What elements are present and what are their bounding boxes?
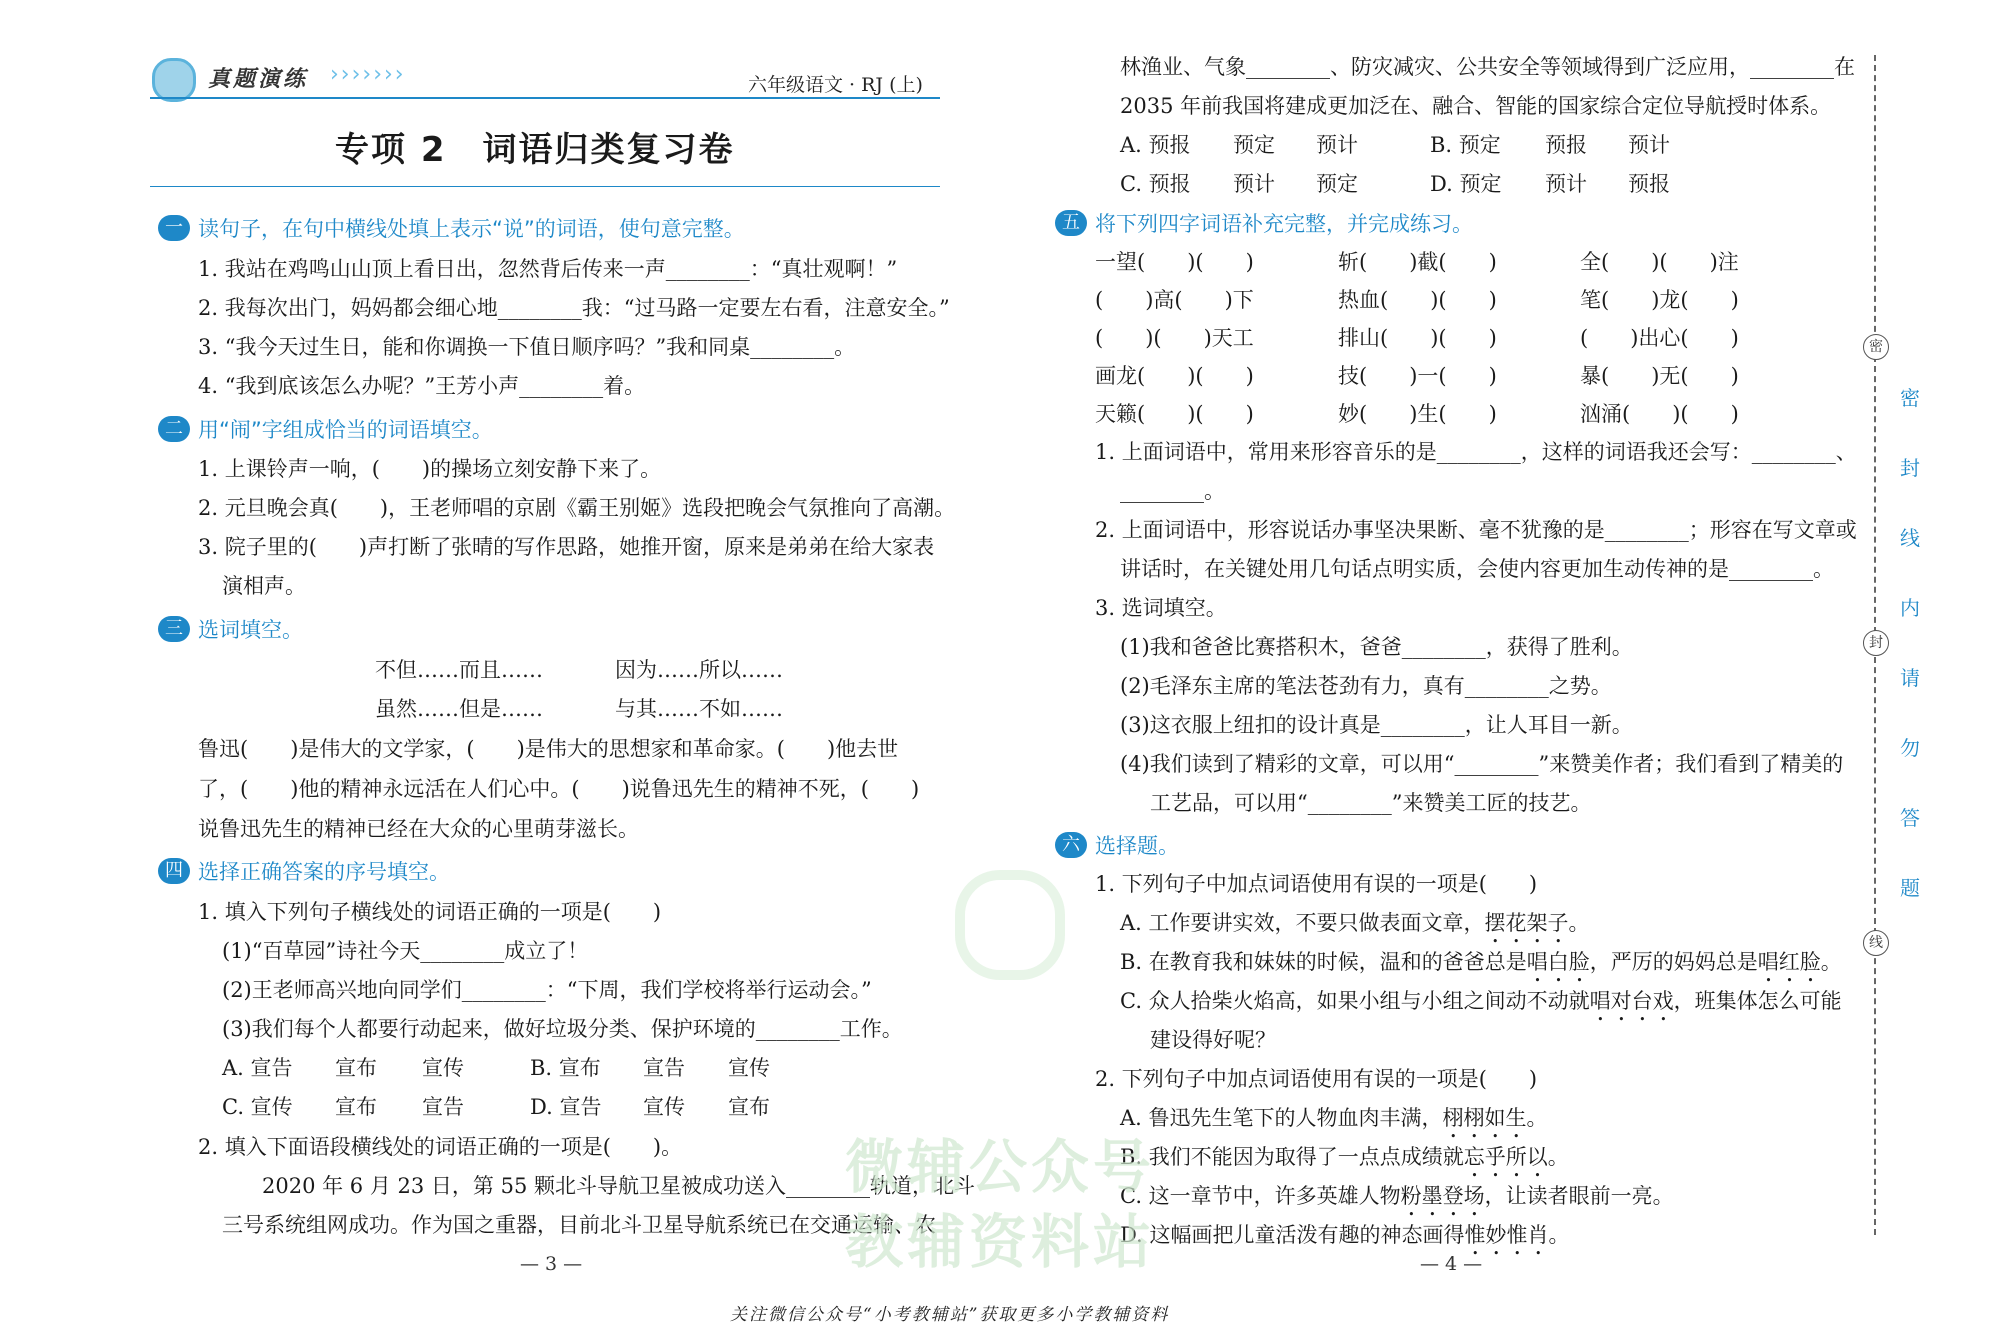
section-6-heading [1055, 830, 1179, 860]
s6-q1: 1. 下列句子中加点词语使用有误的一项是( ) [1095, 872, 1538, 896]
s4-line-7: 三号系统组网成功。作为国之重器，目前北斗卫星导航系统已在交通运输、农 [222, 1213, 936, 1237]
section-1-number: 一 [158, 215, 190, 241]
dotted-term: 摆花架子 [1484, 911, 1569, 935]
s4-line-4: (3)我们每个人都要行动起来，做好垃圾分类、保护环境的________工作。 [222, 1017, 903, 1041]
section-2-number: 二 [158, 416, 190, 442]
r-choice-a: A. 预报 [1120, 133, 1191, 157]
r-top-line-1: 林渔业、气象________、防灾减灾、公共安全等领域得到广泛应用，________在 [1120, 55, 1855, 79]
s5-line-2: ________。 [1120, 479, 1225, 503]
seal-text-8: 题 [1900, 876, 1920, 900]
s4-choice-d: D. 宣告 [530, 1095, 602, 1119]
s5-grid-2-2: 热血( )( ) [1338, 288, 1497, 312]
s3-option-4: 与其……不如…… [615, 697, 783, 721]
s5-line-4: 讲话时，在关键处用几句话点明实质，会使内容更加生动传神的是________。 [1120, 557, 1834, 581]
s5-line-6: (1)我和爸爸比赛搭积木，爸爸________，获得了胜利。 [1120, 635, 1633, 659]
s5-grid-5-1: 天籁( )( ) [1095, 402, 1254, 426]
s3-option-3: 虽然……但是…… [375, 697, 543, 721]
s2-line-4: 演相声。 [222, 574, 306, 598]
s5-line-7: (2)毛泽东主席的笔法苍劲有力，真有________之势。 [1120, 674, 1612, 698]
section-5-title: 将下列四字词语补充完整，并完成练习。 [1095, 212, 1473, 236]
s5-line-3: 2. 上面词语中，形容说话办事坚决果断、毫不犹豫的是________；形容在写文章或 [1095, 518, 1857, 542]
section-5-heading [1055, 208, 1473, 238]
r-choice-d: D. 预定 [1430, 172, 1502, 196]
s1-line-3: 3. “我今天过生日，能和你调换一下值日顺序吗？”我和同桌________。 [198, 335, 856, 359]
section-3-title: 选词填空。 [198, 618, 303, 642]
s4-choice-a: A. 宣告 [222, 1056, 293, 1080]
page-number-left: — 3 — [520, 1253, 583, 1275]
s4-choice-a2: 宣布 [335, 1056, 377, 1080]
s3-line-1: 鲁迅( )是伟大的文学家，( )是伟大的思想家和革命家。( )他去世 [198, 737, 899, 761]
header-rule [150, 97, 940, 99]
s5-line-8: (3)这衣服上纽扣的设计真是________，让人耳目一新。 [1120, 713, 1633, 737]
section-4-title: 选择正确答案的序号填空。 [198, 860, 450, 884]
s6-q2-b: B. 我们不能因为取得了一点点成绩就忘乎所以。 [1120, 1145, 1569, 1169]
section-3-heading [158, 614, 303, 644]
s4-line-1: 1. 填入下列句子横线处的词语正确的一项是( ) [198, 900, 662, 924]
dotted-term: 栩栩如生 [1442, 1106, 1527, 1130]
s5-line-5: 3. 选词填空。 [1095, 596, 1227, 620]
section-2-heading [158, 414, 493, 444]
s4-choice-a3: 宣传 [422, 1056, 464, 1080]
dotted-term: 忘乎所以 [1463, 1145, 1548, 1169]
s5-grid-2-3: 笔( )龙( ) [1580, 288, 1739, 312]
s3-option-1: 不但……而且…… [375, 658, 543, 682]
header-badge: 真题演练 [208, 66, 309, 92]
seal-text-1: 密 [1900, 386, 1920, 410]
seal-circle-2: 封 [1863, 630, 1889, 656]
s5-grid-3-3: ( )出心( ) [1580, 326, 1739, 350]
s4-choice-b3: 宣传 [728, 1056, 770, 1080]
r-choice-c2: 预计 [1233, 172, 1275, 196]
seal-circle-3: 线 [1863, 930, 1889, 956]
s2-line-2: 2. 元旦晚会真( )，王老师唱的京剧《霸王别姬》选段把晚会气氛推向了高潮。 [198, 496, 956, 520]
s6-q1-c: C. 众人拾柴火焰高，如果小组与小组之间动不动就唱对台戏，班集体怎么可能 [1120, 989, 1842, 1013]
seal-text-4: 内 [1900, 596, 1920, 620]
s5-grid-1-2: 斩( )截( ) [1338, 250, 1497, 274]
s5-grid-3-1: ( )( )天工 [1095, 326, 1254, 350]
section-1-heading [158, 213, 745, 243]
s5-grid-4-3: 暴( )无( ) [1580, 364, 1739, 388]
s4-choice-b2: 宣告 [643, 1056, 685, 1080]
page-number-right: — 4 — [1420, 1253, 1483, 1275]
dotted-term: 惟妙惟肖 [1464, 1223, 1549, 1247]
s3-option-2: 因为……所以…… [615, 658, 783, 682]
s1-line-2: 2. 我每次出门，妈妈都会细心地________我：“过马路一定要左右看，注意安全。” [198, 296, 950, 320]
s6-q1-b: B. 在教育我和妹妹的时候，温和的爸爸总是唱白脸，严厉的妈妈总是唱红脸。 [1120, 950, 1842, 974]
s4-choice-c3: 宣告 [422, 1095, 464, 1119]
footer-note: 关注微信公众号“小考教辅站”获取更多小学教辅资料 [730, 1305, 1170, 1325]
s6-q2: 2. 下列句子中加点词语使用有误的一项是( ) [1095, 1067, 1538, 1091]
watermark-line-1: 微辅公众号 [845, 1133, 1156, 1201]
section-6-title: 选择题。 [1095, 834, 1179, 858]
s5-line-10: 工艺品，可以用“________”来赞美工匠的技艺。 [1150, 791, 1592, 815]
s2-line-1: 1. 上课铃声一响，( )的操场立刻安静下来了。 [198, 457, 662, 481]
section-5-number: 五 [1055, 210, 1087, 236]
s4-line-6: 2020 年 6 月 23 日，第 55 颗北斗导航卫星被成功送入________轨道，北斗 [262, 1174, 975, 1198]
seal-circle-1: 密 [1863, 334, 1889, 360]
header-grade: 六年级语文 · RJ (上) [748, 74, 923, 96]
s4-line-3: (2)王老师高兴地向同学们________：“下周，我们学校将举行运动会。” [222, 978, 872, 1002]
section-3-number: 三 [158, 616, 190, 642]
r-choice-a2: 预定 [1233, 133, 1275, 157]
s4-choice-d3: 宣布 [728, 1095, 770, 1119]
header-chevrons: ››››››› [330, 62, 406, 87]
s4-line-2: (1)“百草园”诗社今天________成立了！ [222, 939, 589, 963]
s6-q1-a: A. 工作要讲实效，不要只做表面文章，摆花架子。 [1120, 911, 1590, 935]
s5-grid-5-2: 妙( )生( ) [1338, 402, 1497, 426]
s5-line-1: 1. 上面词语中，常用来形容音乐的是________，这样的词语我还会写：________、 [1095, 440, 1857, 464]
section-4-number: 四 [158, 858, 190, 884]
s4-line-5: 2. 填入下面语段横线处的词语正确的一项是( )。 [198, 1135, 683, 1159]
dotted-term: 唱红脸 [1757, 950, 1821, 974]
watermark-logo-icon [955, 870, 1065, 980]
seal-text-3: 线 [1900, 526, 1920, 550]
r-top-line-2: 2035 年前我国将建成更加泛在、融合、智能的国家综合定位导航授时体系。 [1120, 94, 1832, 118]
title-rule [150, 186, 940, 187]
s5-grid-2-1: ( )高( )下 [1095, 288, 1254, 312]
watermark-line-2: 教辅资料站 [845, 1208, 1156, 1276]
r-choice-b2: 预报 [1545, 133, 1587, 157]
s5-grid-5-3: 汹涌( )( ) [1580, 402, 1739, 426]
s5-grid-1-1: 一望( )( ) [1095, 250, 1254, 274]
section-2-title: 用“闹”字组成恰当的词语填空。 [198, 418, 493, 442]
seal-text-2: 封 [1900, 456, 1920, 480]
section-4-heading [158, 856, 450, 886]
dotted-term: 唱对台戏 [1589, 989, 1674, 1013]
s5-grid-4-2: 技( )一( ) [1338, 364, 1497, 388]
seal-text-6: 勿 [1900, 736, 1920, 760]
s6-q1-c2: 建设得好呢？ [1150, 1028, 1276, 1052]
r-choice-d2: 预计 [1545, 172, 1587, 196]
header-logo [152, 58, 196, 102]
section-1-title: 读句子，在句中横线处填上表示“说”的词语，使句意完整。 [198, 217, 745, 241]
s6-q2-a: A. 鲁迅先生笔下的人物血肉丰满，栩栩如生。 [1120, 1106, 1548, 1130]
s4-choice-c: C. 宣传 [222, 1095, 293, 1119]
s4-choice-c2: 宣布 [335, 1095, 377, 1119]
s1-line-4: 4. “我到底该怎么办呢？”王芳小声________着。 [198, 374, 646, 398]
r-choice-c: C. 预报 [1120, 172, 1191, 196]
s6-q2-c: C. 这一章节中，许多英雄人物粉墨登场，让读者眼前一亮。 [1120, 1184, 1674, 1208]
s5-grid-4-1: 画龙( )( ) [1095, 364, 1254, 388]
s4-choice-d2: 宣传 [643, 1095, 685, 1119]
dotted-term: 粉墨登场 [1400, 1184, 1485, 1208]
s2-line-3: 3. 院子里的( )声打断了张晴的写作思路，她推开窗，原来是弟弟在给大家表 [198, 535, 935, 559]
r-choice-a3: 预计 [1316, 133, 1358, 157]
r-choice-b3: 预计 [1628, 133, 1670, 157]
section-6-number: 六 [1055, 832, 1087, 858]
page-title: 专项 2 词语归类复习卷 [335, 130, 735, 170]
seal-text-5: 请 [1900, 666, 1920, 690]
seal-text-7: 答 [1900, 806, 1920, 830]
s5-grid-1-3: 全( )( )注 [1580, 250, 1739, 274]
r-choice-d3: 预报 [1628, 172, 1670, 196]
s1-line-1: 1. 我站在鸡鸣山山顶上看日出，忽然背后传来一声________：“真壮观啊！” [198, 257, 898, 281]
r-choice-c3: 预定 [1316, 172, 1358, 196]
s5-grid-3-2: 排山( )( ) [1338, 326, 1497, 350]
s5-line-9: (4)我们读到了精彩的文章，可以用“________”来赞美作者；我们看到了精美的 [1120, 752, 1844, 776]
s3-line-2: 了，( )他的精神永远活在人们心中。( )说鲁迅先生的精神不死，( ) [198, 777, 920, 801]
s3-line-3: 说鲁迅先生的精神已经在大众的心里萌芽滋长。 [198, 817, 639, 841]
s6-q2-d: D. 这幅画把儿童活泼有趣的神态画得惟妙惟肖。 [1120, 1223, 1570, 1247]
r-choice-b: B. 预定 [1430, 133, 1501, 157]
dotted-term: 唱白脸 [1526, 950, 1590, 974]
s4-choice-b: B. 宣布 [530, 1056, 601, 1080]
